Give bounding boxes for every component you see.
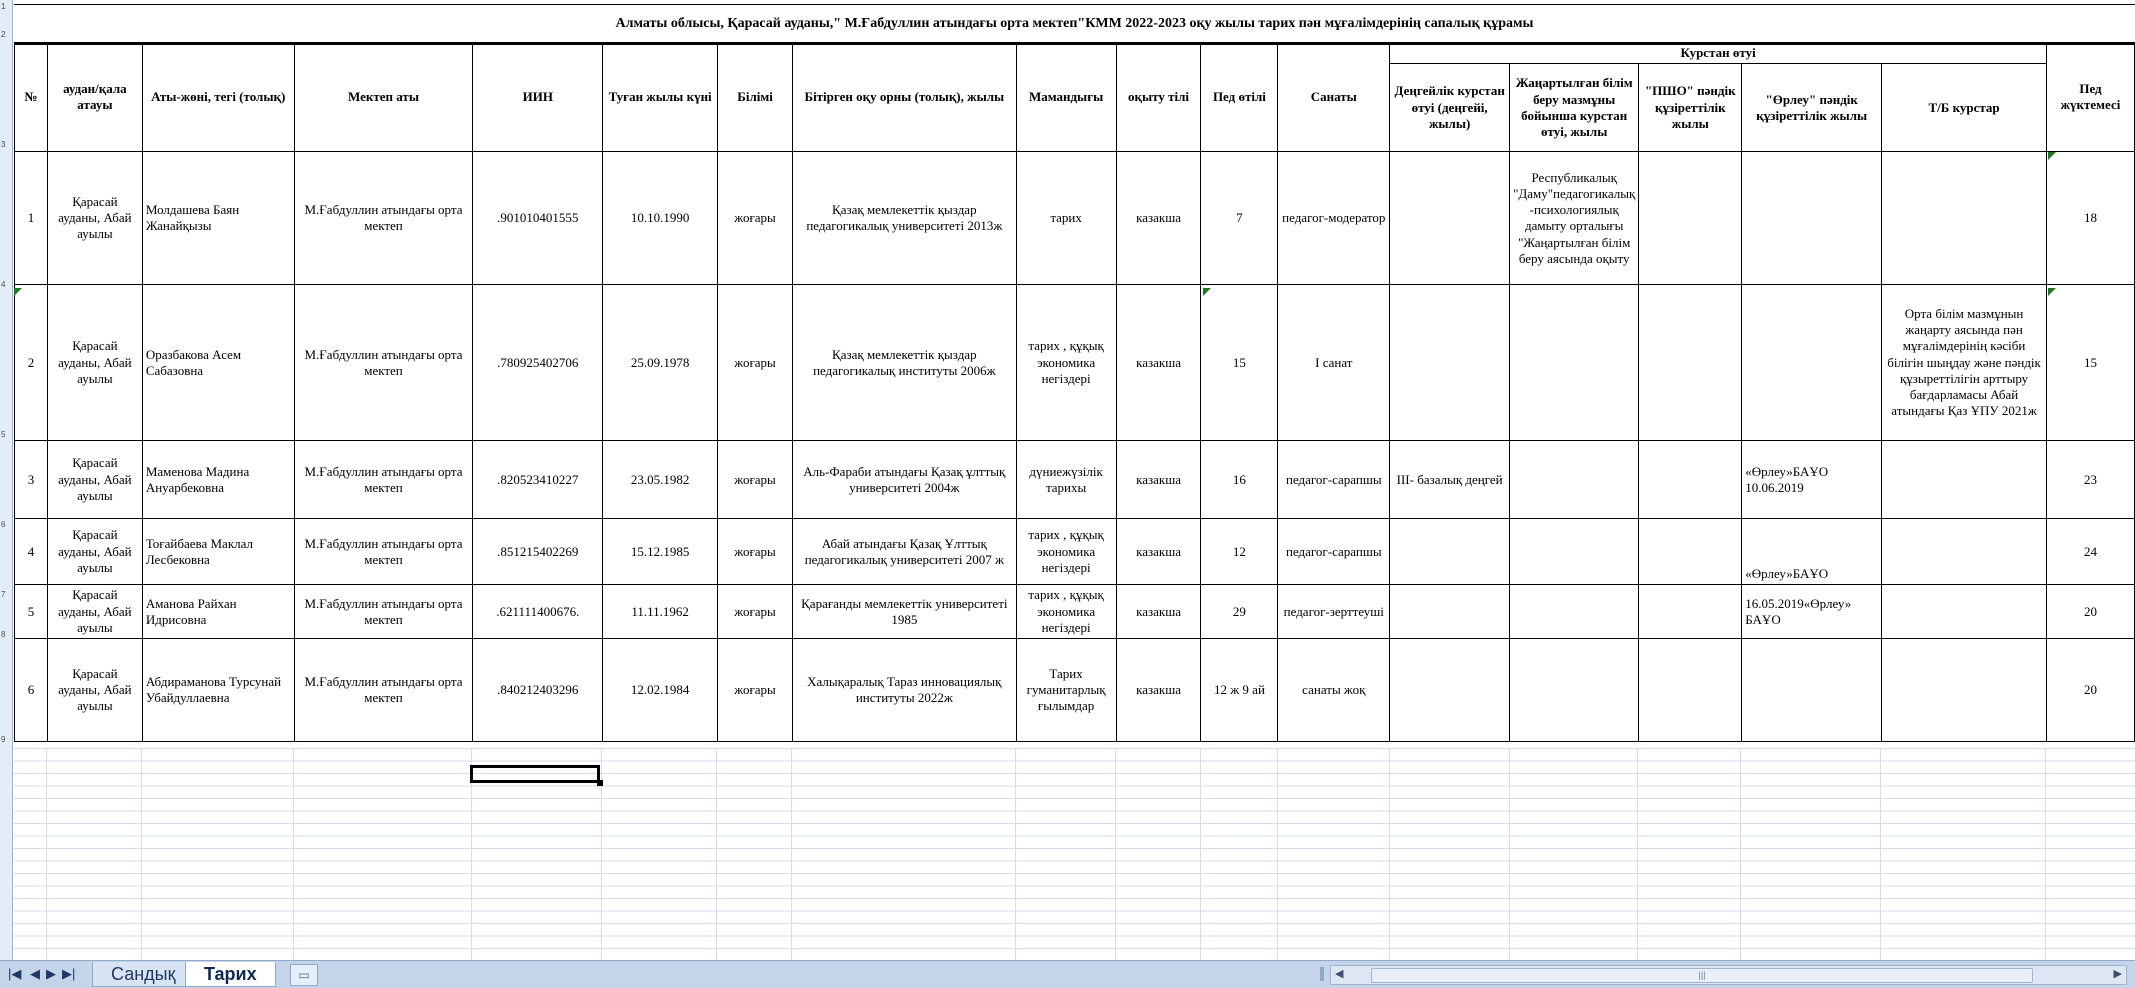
row-number[interactable]: 2 bbox=[1, 30, 6, 39]
cell-course-psho[interactable] bbox=[1639, 441, 1742, 519]
grid-line bbox=[1740, 748, 1741, 960]
grid-line bbox=[46, 748, 47, 960]
cell-language[interactable]: казакша bbox=[1116, 441, 1201, 519]
comment-marker[interactable] bbox=[1203, 288, 1211, 296]
fill-handle[interactable] bbox=[597, 780, 603, 786]
grid-line bbox=[1637, 748, 1638, 960]
last-sheet-icon[interactable]: ▶| bbox=[62, 966, 76, 981]
comment-marker[interactable] bbox=[14, 288, 22, 296]
cell-num[interactable]: 5 bbox=[15, 585, 48, 639]
cell-specialty[interactable]: тарих , құқық экономика негіздері bbox=[1016, 519, 1116, 585]
cell-category[interactable]: санаты жоқ bbox=[1278, 639, 1390, 742]
cell-course-orleu[interactable]: «Өрлеу»БАҰО bbox=[1742, 519, 1882, 585]
prev-sheet-icon[interactable]: ◀ bbox=[30, 966, 40, 981]
sheet-tab-sandyk[interactable]: Сандық bbox=[92, 962, 194, 987]
cell-birth[interactable]: 23.05.1982 bbox=[603, 441, 718, 519]
cell-language[interactable]: казакша bbox=[1116, 152, 1201, 285]
cell-school[interactable]: М.Ғабдуллин атындағы орта мектеп bbox=[294, 441, 473, 519]
cell-language[interactable]: казакша bbox=[1116, 639, 1201, 742]
scroll-left-icon[interactable]: ◀ bbox=[1335, 968, 1344, 980]
grid-line bbox=[716, 748, 717, 960]
cell-course-level[interactable] bbox=[1390, 285, 1510, 441]
cell-education[interactable]: жоғары bbox=[718, 285, 793, 441]
cell-graduated[interactable]: Қарағанды мемлекеттік университеті 1985 bbox=[793, 585, 1017, 639]
cell-course-orleu[interactable] bbox=[1742, 285, 1882, 441]
cell-workload[interactable]: 20 bbox=[2046, 639, 2134, 742]
cell-experience[interactable]: 12 bbox=[1201, 519, 1278, 585]
selected-cell[interactable] bbox=[470, 765, 600, 783]
comment-marker[interactable] bbox=[2048, 288, 2056, 296]
cell-education[interactable]: жоғары bbox=[718, 152, 793, 285]
row-number[interactable]: 6 bbox=[1, 520, 6, 529]
cell-education[interactable]: жоғары bbox=[718, 585, 793, 639]
first-sheet-icon[interactable]: |◀ bbox=[8, 966, 22, 981]
cell-category[interactable]: педагог-сарапшы bbox=[1278, 519, 1390, 585]
cell-district[interactable]: Қарасай ауданы, Абай ауылы bbox=[47, 639, 142, 742]
cell-course-psho[interactable] bbox=[1639, 285, 1742, 441]
cell-iin[interactable]: .780925402706 bbox=[473, 285, 603, 441]
cell-course-psho[interactable] bbox=[1639, 585, 1742, 639]
cell-course-tb[interactable] bbox=[1882, 152, 2047, 285]
sheet-tab-tarikh[interactable]: Тарих bbox=[185, 962, 276, 987]
table-row bbox=[15, 285, 2135, 441]
cell-school[interactable]: М.Ғабдуллин атындағы орта мектеп bbox=[294, 519, 473, 585]
cell-iin[interactable]: .820523410227 bbox=[473, 441, 603, 519]
grid-line bbox=[1015, 748, 1016, 960]
table-row bbox=[15, 639, 2135, 742]
header-specialty[interactable]: Мамандығы bbox=[1016, 43, 1116, 152]
header-courses-group[interactable]: Курстан өтуі bbox=[1390, 43, 2047, 64]
header-category[interactable]: Санаты bbox=[1278, 43, 1390, 152]
cell-district[interactable]: Қарасай ауданы, Абай ауылы bbox=[47, 519, 142, 585]
cell-num[interactable]: 6 bbox=[15, 639, 48, 742]
cell-school[interactable]: М.Ғабдуллин атындағы орта мектеп bbox=[294, 285, 473, 441]
cell-course-tb[interactable]: Орта білім мазмұнын жаңарту аясында пән мұғалімдерінің кәсіби білігін шыңдау және пәндік құзыреттілігін арттыру бағдарламасы Абай атындағы Қаз ҰПУ 2021ж bbox=[1882, 285, 2047, 441]
header-name[interactable]: Аты-жөні, тегі (толық) bbox=[142, 43, 294, 152]
cell-school[interactable]: М.Ғабдуллин атындағы орта мектеп bbox=[294, 639, 473, 742]
cell-workload[interactable]: 15 bbox=[2046, 285, 2134, 441]
cell-graduated[interactable]: Аль-Фараби атындағы Қазақ ұлттық университеті 2004ж bbox=[793, 441, 1017, 519]
row-number[interactable]: 1 bbox=[1, 2, 6, 11]
cell-course-level[interactable]: ІІІ- базалық деңгей bbox=[1390, 441, 1510, 519]
cell-workload[interactable]: 18 bbox=[2046, 152, 2134, 285]
cell-school[interactable]: М.Ғабдуллин атындағы орта мектеп bbox=[294, 585, 473, 639]
row-number[interactable]: 4 bbox=[1, 280, 6, 289]
empty-cells-area[interactable] bbox=[14, 748, 2135, 960]
cell-experience[interactable]: 15 bbox=[1201, 285, 1278, 441]
header-birth[interactable]: Туған жылы күні bbox=[603, 43, 718, 152]
cell-course-tb[interactable] bbox=[1882, 639, 2047, 742]
header-course-psho[interactable]: "ПШО" пәндік құзіреттілік жылы bbox=[1639, 64, 1742, 152]
cell-specialty[interactable]: дүниежүзілік тарихы bbox=[1016, 441, 1116, 519]
next-sheet-icon[interactable]: ▶ bbox=[46, 966, 56, 981]
cell-course-psho[interactable] bbox=[1639, 639, 1742, 742]
header-graduated[interactable]: Бітірген оқу орны (толық), жылы bbox=[793, 43, 1017, 152]
cell-specialty[interactable]: тарих , құқық экономика негіздері bbox=[1016, 285, 1116, 441]
header-education[interactable]: Білімі bbox=[718, 43, 793, 152]
cell-course-level[interactable] bbox=[1390, 152, 1510, 285]
cell-course-psho[interactable] bbox=[1639, 519, 1742, 585]
cell-course-level[interactable] bbox=[1390, 585, 1510, 639]
row-header-strip[interactable] bbox=[0, 0, 13, 960]
table-row bbox=[15, 519, 2135, 585]
cell-category[interactable]: педагог-зерттеуші bbox=[1278, 585, 1390, 639]
cell-graduated[interactable]: Абай атындағы Қазақ Ұлттық педагогикалық университеті 2007 ж bbox=[793, 519, 1017, 585]
grid-line bbox=[1389, 748, 1390, 960]
cell-iin[interactable]: .621111400676. bbox=[473, 585, 603, 639]
row-number[interactable]: 5 bbox=[1, 430, 6, 439]
table-row bbox=[15, 585, 2135, 639]
cell-experience[interactable]: 29 bbox=[1201, 585, 1278, 639]
cell-course-level[interactable] bbox=[1390, 639, 1510, 742]
cell-language[interactable]: казакша bbox=[1116, 519, 1201, 585]
grid-line bbox=[1200, 748, 1201, 960]
cell-num[interactable]: 4 bbox=[15, 519, 48, 585]
cell-language[interactable]: казакша bbox=[1116, 585, 1201, 639]
table-row bbox=[15, 152, 2135, 285]
cell-workload[interactable]: 23 bbox=[2046, 441, 2134, 519]
cell-experience[interactable]: 7 bbox=[1201, 152, 1278, 285]
cell-iin[interactable]: .901010401555 bbox=[473, 152, 603, 285]
cell-graduated[interactable]: Қазақ мемлекеттік қыздар педагогикалық университеті 2013ж bbox=[793, 152, 1017, 285]
grid-line bbox=[791, 748, 792, 960]
insert-sheet-icon[interactable]: ▭ bbox=[290, 964, 318, 986]
grid-line bbox=[141, 748, 142, 960]
header-course-level[interactable]: Деңгейлік курстан өтуі (деңгейі, жылы) bbox=[1390, 64, 1510, 152]
header-experience[interactable]: Пед өтілі bbox=[1201, 43, 1278, 152]
header-iin[interactable]: ИИН bbox=[473, 43, 603, 152]
cell-name[interactable]: Абдираманова Турсунай Убайдуллаевна bbox=[142, 639, 294, 742]
cell-course-orleu[interactable]: 16.05.2019«Өрлеу» БАҰО bbox=[1742, 585, 1882, 639]
cell-name[interactable]: Молдашева Баян Жанайқызы bbox=[142, 152, 294, 285]
cell-birth[interactable]: 15.12.1985 bbox=[603, 519, 718, 585]
cell-course-updated[interactable] bbox=[1510, 519, 1639, 585]
header-course-tb[interactable]: Т/Б курстар bbox=[1882, 64, 2047, 152]
cell-course-level[interactable] bbox=[1390, 519, 1510, 585]
cell-specialty[interactable]: тарих , құқық экономика негіздері bbox=[1016, 585, 1116, 639]
cell-school[interactable]: М.Ғабдуллин атындағы орта мектеп bbox=[294, 152, 473, 285]
cell-category[interactable]: I санат bbox=[1278, 285, 1390, 441]
cell-specialty[interactable]: тарих bbox=[1016, 152, 1116, 285]
cell-experience[interactable]: 16 bbox=[1201, 441, 1278, 519]
grid-line bbox=[1277, 748, 1278, 960]
cell-birth[interactable]: 11.11.1962 bbox=[603, 585, 718, 639]
cell-course-tb[interactable] bbox=[1882, 585, 2047, 639]
cell-workload[interactable]: 20 bbox=[2046, 585, 2134, 639]
tab-split-handle[interactable] bbox=[1320, 967, 1324, 981]
horizontal-scrollbar[interactable] bbox=[1330, 965, 2127, 985]
cell-education[interactable]: жоғары bbox=[718, 639, 793, 742]
row-number[interactable]: 3 bbox=[1, 140, 6, 149]
cell-course-tb[interactable] bbox=[1882, 519, 2047, 585]
cell-name[interactable]: Оразбакова Асем Сабазовна bbox=[142, 285, 294, 441]
cell-course-updated[interactable] bbox=[1510, 639, 1639, 742]
cell-course-updated[interactable] bbox=[1510, 585, 1639, 639]
cell-course-updated[interactable] bbox=[1510, 441, 1639, 519]
cell-name[interactable]: Аманова Райхан Идрисовна bbox=[142, 585, 294, 639]
cell-num[interactable]: 2 bbox=[15, 285, 48, 441]
cell-specialty[interactable]: Тарих гуманитарлық ғылымдар bbox=[1016, 639, 1116, 742]
cell-birth[interactable]: 25.09.1978 bbox=[603, 285, 718, 441]
header-workload[interactable]: Пед жүктемесі bbox=[2046, 43, 2134, 152]
table-row bbox=[15, 441, 2135, 519]
cell-course-orleu[interactable]: «Өрлеу»БАҰО 10.06.2019 bbox=[1742, 441, 1882, 519]
cell-district[interactable]: Қарасай ауданы, Абай ауылы bbox=[47, 285, 142, 441]
header-course-updated[interactable]: Жаңартылған білім беру мазмұны бойынша курстан өтуі, жылы bbox=[1510, 64, 1639, 152]
header-district[interactable]: аудан/қала атауы bbox=[47, 43, 142, 152]
header-school[interactable]: Мектеп аты bbox=[294, 43, 473, 152]
cell-graduated[interactable]: Қазақ мемлекеттік қыздар педагогикалық институты 2006ж bbox=[793, 285, 1017, 441]
cell-district[interactable]: Қарасай ауданы, Абай ауылы bbox=[47, 441, 142, 519]
header-course-orleu[interactable]: "Өрлеу" пәндік құзіреттілік жылы bbox=[1742, 64, 1882, 152]
cell-language[interactable]: казакша bbox=[1116, 285, 1201, 441]
grid-line bbox=[1509, 748, 1510, 960]
cell-experience[interactable]: 12 ж 9 ай bbox=[1201, 639, 1278, 742]
cell-course-orleu[interactable] bbox=[1742, 639, 1882, 742]
cell-category[interactable]: педагог-сарапшы bbox=[1278, 441, 1390, 519]
grid-line bbox=[1880, 748, 1881, 960]
cell-category[interactable]: педагог-модератор bbox=[1278, 152, 1390, 285]
row-number[interactable]: 9 bbox=[1, 735, 6, 744]
cell-education[interactable]: жоғары bbox=[718, 441, 793, 519]
comment-marker[interactable] bbox=[2048, 152, 2056, 160]
cell-name[interactable]: Маменова Мадина Ануарбековна bbox=[142, 441, 294, 519]
cell-workload[interactable]: 24 bbox=[2046, 519, 2134, 585]
cell-course-tb[interactable] bbox=[1882, 441, 2047, 519]
cell-name[interactable]: Тоғайбаева Маклал Лесбековна bbox=[142, 519, 294, 585]
cell-iin[interactable]: .851215402269 bbox=[473, 519, 603, 585]
cell-course-orleu[interactable] bbox=[1742, 152, 1882, 285]
cell-birth[interactable]: 12.02.1984 bbox=[603, 639, 718, 742]
cell-education[interactable]: жоғары bbox=[718, 519, 793, 585]
cell-course-psho[interactable] bbox=[1639, 152, 1742, 285]
grid-line bbox=[1115, 748, 1116, 960]
row-number[interactable]: 7 bbox=[1, 590, 6, 599]
sheet-title-cell[interactable]: Алматы облысы, Қарасай ауданы," М.Ғабдуллин атындағы орта мектеп"КММ 2022-2023 оқу жылы тарих пән мұғалімдерінің сапалық құрамы bbox=[14, 4, 2135, 45]
cell-graduated[interactable]: Халықаралық Тараз инновациялық институты 2022ж bbox=[793, 639, 1017, 742]
cell-num[interactable]: 3 bbox=[15, 441, 48, 519]
cell-iin[interactable]: .840212403296 bbox=[473, 639, 603, 742]
cell-district[interactable]: Қарасай ауданы, Абай ауылы bbox=[47, 152, 142, 285]
grid-line bbox=[293, 748, 294, 960]
sheet-tab-bar bbox=[0, 960, 2135, 988]
cell-num[interactable]: 1 bbox=[15, 152, 48, 285]
header-num[interactable]: № bbox=[15, 43, 48, 152]
cell-course-updated[interactable]: Республикалық "Даму"педагогикалық -психологиялық дамыту орталығы "Жаңартылған білім беру аясында оқыту bbox=[1510, 152, 1639, 285]
header-language[interactable]: оқыту тілі bbox=[1116, 43, 1201, 152]
cell-birth[interactable]: 10.10.1990 bbox=[603, 152, 718, 285]
row-number[interactable]: 8 bbox=[1, 630, 6, 639]
teachers-table bbox=[14, 42, 2135, 742]
cell-course-updated[interactable] bbox=[1510, 285, 1639, 441]
cell-district[interactable]: Қарасай ауданы, Абай ауылы bbox=[47, 585, 142, 639]
scrollbar-thumb[interactable]: ||| bbox=[1371, 968, 2033, 983]
scroll-right-icon[interactable]: ▶ bbox=[2113, 968, 2122, 980]
grid-line bbox=[2045, 748, 2046, 960]
